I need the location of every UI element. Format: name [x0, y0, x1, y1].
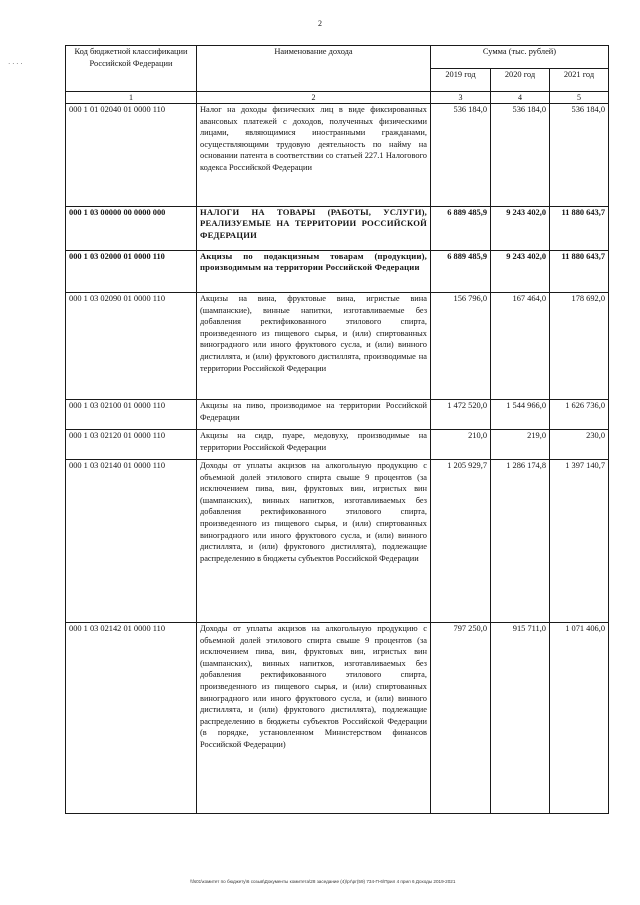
row-amount-2021: 11 880 643,7: [550, 251, 609, 293]
row-code: 000 1 03 02120 01 0000 110: [66, 430, 197, 460]
header-name: Наименование дохода: [197, 46, 431, 92]
row-code: 000 1 03 02142 01 0000 110: [66, 623, 197, 814]
column-number: 4: [491, 92, 550, 104]
row-code: 000 1 03 02140 01 0000 110: [66, 460, 197, 623]
table-row: [66, 430, 609, 460]
header-sum: Сумма (тыс. рублей): [431, 46, 609, 69]
row-amount-2020: 1 286 174,8: [491, 460, 550, 623]
row-name: Доходы от уплаты акцизов на алкогольную продукцию с объемной долей этилового спирта свыше 9 процентов (за исключением пива, вин, фруктовых вин, игристых вин (шампанских), винных напитков, изготавливаемых без добавления ректификованного этилового спирта, произведенного из пищевого сырья, и (или) спиртованных виноградного или иного фруктового сусла, и (или) винного дистиллята, и (или) фруктового дистиллята), подлежащие распределению в бюджеты субъектов Российской Федерации (в порядке, установленном Министерством финансов Российской Федерации): [197, 623, 431, 814]
row-amount-2019: 6 889 485,9: [431, 251, 491, 293]
table-row: [66, 293, 609, 400]
row-amount-2019: 6 889 485,9: [431, 207, 491, 251]
column-number: 1: [66, 92, 197, 104]
table-row: [66, 623, 609, 814]
row-name: Доходы от уплаты акцизов на алкогольную продукцию с объемной долей этилового спирта свыше 9 процентов (за исключением пива, вин, фруктовых вин, игристых вин (шампанских), винных напитков, изготавливаемых без добавления ректификованного этилового спирта, произведенного из пищевого сырья, и (или) спиртованных виноградного или иного фруктового сусла, и (или) винного дистиллята, и (или) фруктового дистиллята), подлежащие распределению в бюджеты субъектов Российской Федерации: [197, 460, 431, 623]
row-amount-2020: 1 544 966,0: [491, 400, 550, 430]
table-row: [66, 207, 609, 251]
row-amount-2021: 178 692,0: [550, 293, 609, 400]
row-amount-2019: 210,0: [431, 430, 491, 460]
revenue-table: [65, 45, 609, 814]
row-amount-2020: 9 243 402,0: [491, 207, 550, 251]
row-amount-2021: 536 184,0: [550, 104, 609, 207]
footer-file-path: \\fs01\комитет по бюджету\6 созыв\Документы комитета\28 заседание (4)\рг\рг(59) 734-П-6\Прил 4 прил 6 Доходы 2019-2021: [190, 879, 456, 884]
row-amount-2021: 1 626 736,0: [550, 400, 609, 430]
column-numbers-row: [66, 92, 609, 104]
column-number: 3: [431, 92, 491, 104]
row-amount-2019: 1 205 929,7: [431, 460, 491, 623]
row-amount-2019: 536 184,0: [431, 104, 491, 207]
row-code: 000 1 03 02000 01 0000 110: [66, 251, 197, 293]
header-code: Код бюджетной классификации Российской Федерации: [66, 46, 197, 92]
row-name: Акцизы по подакцизным товарам (продукции), производимым на территории Российской Федерации: [197, 251, 431, 293]
row-name: Акцизы на вина, фруктовые вина, игристые вина (шампанские), винные напитки, изготавливаемые без добавления ректификованного этилового спирта, произведенного из пищевого сырья, и (или) спиртованных виноградного или иного фруктового сусла, и (или) винного дистиллята, и (или) фруктового дистиллята, производимые на территории Российской Федерации: [197, 293, 431, 400]
header-year-2019: 2019 год: [431, 69, 491, 92]
row-amount-2020: 219,0: [491, 430, 550, 460]
page-number: 2: [318, 19, 322, 28]
margin-mark: · · · ·: [8, 60, 23, 68]
table-row: [66, 460, 609, 623]
table-row: [66, 251, 609, 293]
row-amount-2019: 1 472 520,0: [431, 400, 491, 430]
row-code: 000 1 03 02090 01 0000 110: [66, 293, 197, 400]
row-amount-2021: 1 397 140,7: [550, 460, 609, 623]
table-row: [66, 104, 609, 207]
row-amount-2021: 230,0: [550, 430, 609, 460]
row-amount-2021: 1 071 406,0: [550, 623, 609, 814]
row-name: НАЛОГИ НА ТОВАРЫ (РАБОТЫ, УСЛУГИ), РЕАЛИЗУЕМЫЕ НА ТЕРРИТОРИИ РОССИЙСКОЙ ФЕДЕРАЦИИ: [197, 207, 431, 251]
row-code: 000 1 03 00000 00 0000 000: [66, 207, 197, 251]
row-amount-2020: 9 243 402,0: [491, 251, 550, 293]
row-name: Акцизы на сидр, пуаре, медовуху, производимые на территории Российской Федерации: [197, 430, 431, 460]
row-name: Акцизы на пиво, производимое на территории Российской Федерации: [197, 400, 431, 430]
row-amount-2020: 915 711,0: [491, 623, 550, 814]
row-amount-2019: 156 796,0: [431, 293, 491, 400]
row-code: 000 1 03 02100 01 0000 110: [66, 400, 197, 430]
row-amount-2020: 167 464,0: [491, 293, 550, 400]
column-number: 5: [550, 92, 609, 104]
row-name: Налог на доходы физических лиц в виде фиксированных авансовых платежей с доходов, полученных физическими лицами, являющимися иностранными гражданами, осуществляющими трудовую деятельность по найму на основании патента в соответствии со статьей 227.1 Налогового кодекса Российской Федерации: [197, 104, 431, 207]
row-amount-2020: 536 184,0: [491, 104, 550, 207]
row-code: 000 1 01 02040 01 0000 110: [66, 104, 197, 207]
table-row: [66, 400, 609, 430]
row-amount-2021: 11 880 643,7: [550, 207, 609, 251]
header-year-2021: 2021 год: [550, 69, 609, 92]
column-number: 2: [197, 92, 431, 104]
header-year-2020: 2020 год: [491, 69, 550, 92]
row-amount-2019: 797 250,0: [431, 623, 491, 814]
